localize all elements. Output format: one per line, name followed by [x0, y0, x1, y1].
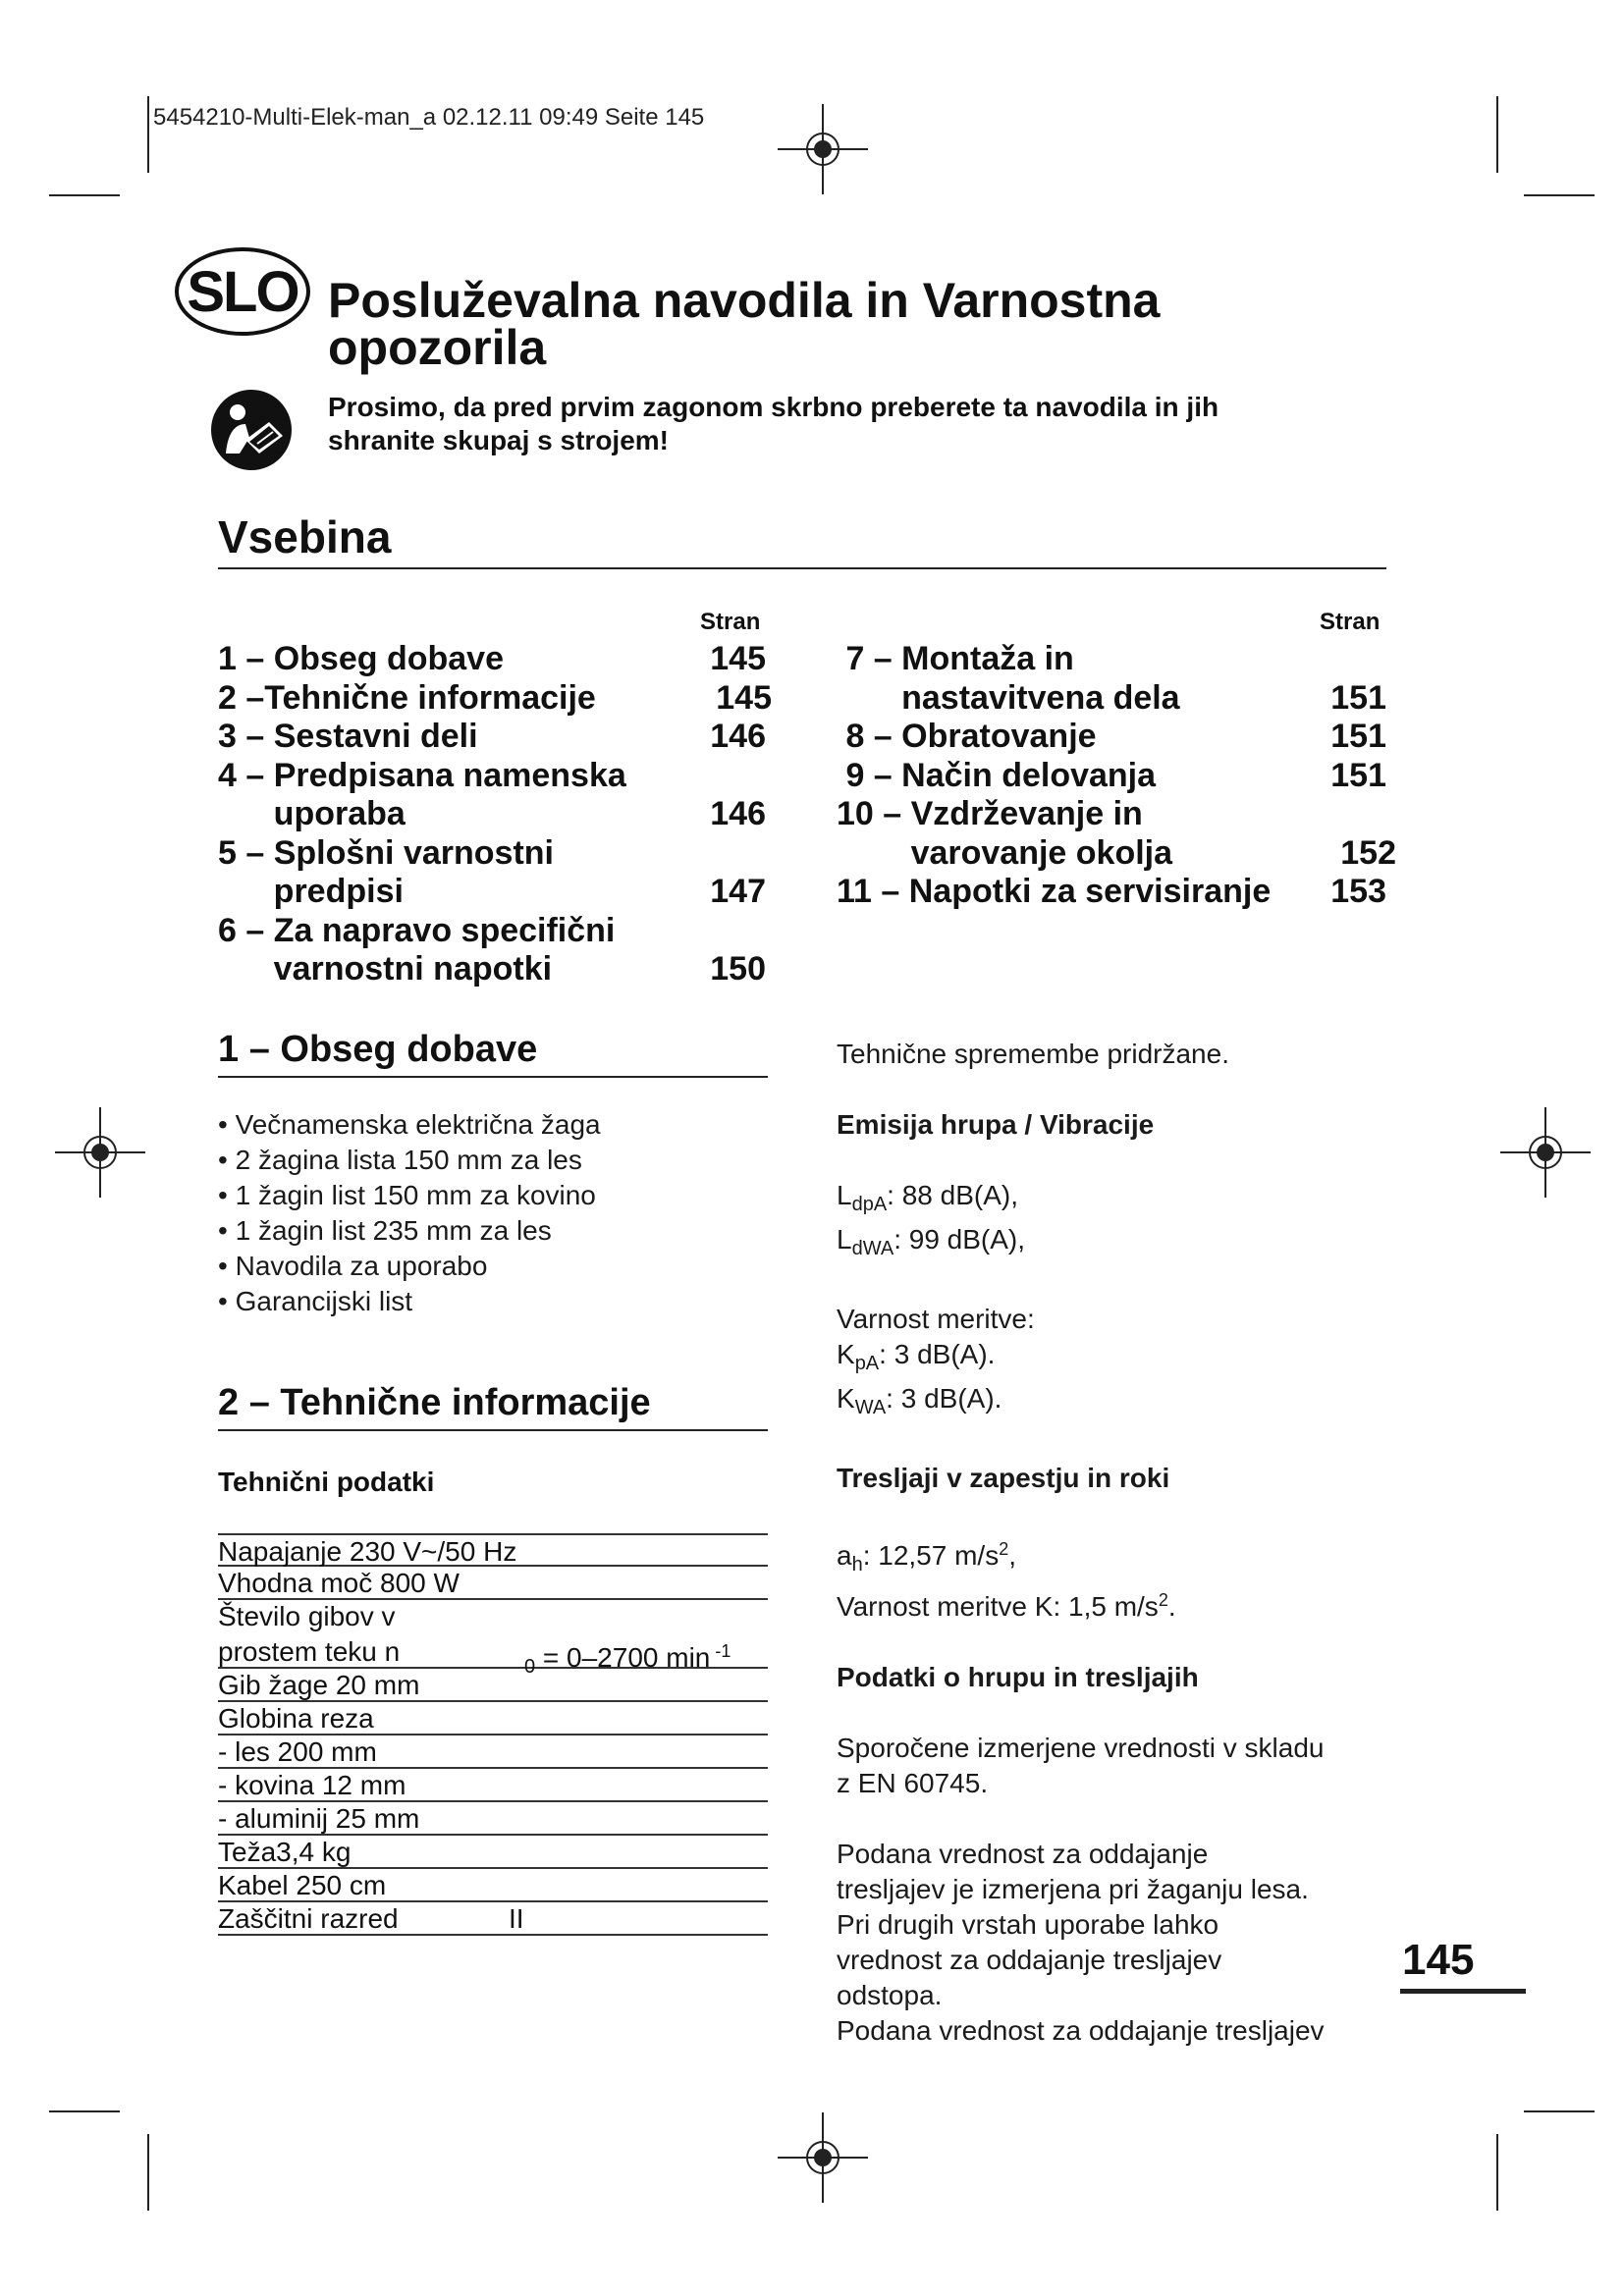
paragraph: odstopa. [837, 1980, 943, 2010]
note: Tehnične spremembe pridržane. [837, 1039, 1229, 1069]
divider [218, 1429, 768, 1431]
contents-heading: Vsebina [218, 511, 392, 562]
section-heading: 2 – Tehnične informacije [218, 1382, 651, 1423]
page-title: Posluževalna navodila in Varnostna opozorila [328, 273, 1161, 375]
divider [218, 1076, 768, 1078]
print-header: 5454210-Multi-Elek-man_a 02.12.11 09:49 Seite 145 [153, 104, 705, 131]
k-value: Varnost meritve K: 1,5 $m/s^2$. [837, 1590, 1176, 1622]
list-item: • Večnamenska električna žaga [218, 1107, 601, 1143]
paragraph: Podana vrednost za oddajanje tresljajev [837, 2015, 1325, 2046]
crop-mark [49, 194, 120, 196]
subheading: Emisija hrupa / Vibracije [837, 1109, 1155, 1140]
subheading: Podatki o hrupu in tresljajih [837, 1662, 1199, 1692]
paragraph: z EN 60745. [837, 1768, 989, 1798]
kwa-value: $K_{WA}$: 3 dB(A). [837, 1383, 1002, 1418]
toc-entry[interactable]: 5 – Splošni varnostni [218, 833, 554, 872]
right-column [837, 1037, 1386, 2049]
toc-entry[interactable]: nastavitvena dela 151 [837, 678, 1386, 717]
table-row: Gib žage 20 mm [218, 1669, 768, 1702]
crop-mark [1496, 2134, 1498, 2211]
registration-mark-icon [1500, 1107, 1591, 1198]
toc-entry[interactable]: 1 – Obseg dobave 145 [218, 640, 766, 677]
page-column-label: Stran [700, 609, 761, 635]
paragraph: vrednost za oddajanje tresljajev [837, 1945, 1222, 1975]
registration-mark-icon [778, 2112, 868, 2203]
toc-entry[interactable]: 9 – Način delovanja 151 [837, 756, 1386, 794]
list-item: • Navodila za uporabo [218, 1249, 601, 1284]
divider [218, 567, 1386, 569]
ah-value: $a_h$: 12,57 $m/s^2$, [837, 1539, 1017, 1575]
table-row: - les 200 mm [218, 1735, 768, 1769]
lwa-value: $L_{dWA}$: 99 dB(A), [837, 1224, 1026, 1259]
delivery-list [218, 1107, 601, 1319]
paragraph: Sporočene izmerjene vrednosti v skladu [837, 1733, 1325, 1763]
toc-entry[interactable]: 8 – Obratovanje 151 [837, 718, 1386, 755]
crop-mark [49, 2110, 120, 2112]
table-row: Kabel 250 cm [218, 1869, 768, 1902]
tech-data-table [218, 1533, 768, 1936]
accuracy-label: Varnost meritve: [837, 1304, 1035, 1334]
section-heading: 1 – Obseg dobave [218, 1029, 538, 1070]
table-row: Vhodna moč 800 W [218, 1567, 768, 1600]
page-number: 145 [1402, 1936, 1475, 1984]
table-row: prostem teku n $_0$ = 0–2700 min $^{-1}$ [218, 1635, 768, 1669]
kpa-value: $K_{pA}$: 3 dB(A). [837, 1339, 996, 1374]
crop-mark [1524, 2110, 1595, 2112]
table-row: Napajanje 230 V~/50 Hz [218, 1533, 768, 1567]
paragraph: tresljajev je izmerjena pri žaganju lesa. [837, 1874, 1309, 1904]
registration-mark-icon [778, 104, 868, 194]
list-item: • Garancijski list [218, 1284, 601, 1319]
list-item: • 1 žagin list 235 mm za les [218, 1213, 601, 1249]
read-manual-icon [210, 389, 293, 471]
toc-entry[interactable]: 4 – Predpisana namenska [218, 756, 626, 794]
toc-entry[interactable]: 3 – Sestavni deli 146 [218, 718, 766, 755]
page-number-underline [1400, 1989, 1526, 1994]
toc-entry[interactable]: varnostni napotki 150 [218, 950, 766, 988]
paragraph: Pri drugih vrstah uporabe lahko [837, 1909, 1219, 1940]
table-row: - aluminij 25 mm [218, 1802, 768, 1836]
subheading: Tehnični podatki [218, 1467, 435, 1497]
table-row: Število gibov v [218, 1601, 396, 1631]
intro-text: Prosimo, da pred prvim zagonom skrbno preberete ta navodila in jih shranite skupaj s strojem! [328, 392, 1219, 455]
toc-entry[interactable]: uporaba 146 [218, 795, 766, 832]
table-row: Globina reza [218, 1702, 768, 1735]
toc-entry[interactable]: 10 – Vzdrževanje in [837, 795, 1143, 832]
paragraph: Podana vrednost za oddajanje [837, 1839, 1209, 1869]
toc-entry[interactable]: predpisi 147 [218, 873, 766, 910]
table-row: - kovina 12 mm [218, 1769, 768, 1802]
page-column-label: Stran [1320, 609, 1380, 635]
table-row: Teža3,4 kg [218, 1836, 768, 1869]
crop-mark [1496, 96, 1498, 173]
toc-entry[interactable]: 7 – Montaža in [837, 640, 1074, 677]
table-row: Zaščitni razred II [218, 1902, 768, 1936]
toc-right [837, 640, 1398, 912]
toc-entry[interactable]: 2 –Tehnične informacije 145 [218, 678, 772, 717]
toc-left [218, 640, 778, 989]
language-badge: SLO [175, 247, 310, 336]
list-item: • 1 žagin list 150 mm za kovino [218, 1178, 601, 1213]
toc-entry[interactable]: 11 – Napotki za servisiranje 153 [837, 873, 1386, 910]
toc-entry[interactable]: 6 – Za napravo specifični [218, 911, 616, 949]
lpa-value: $L_{dpA}$: 88 dB(A), [837, 1180, 1019, 1215]
crop-mark [1524, 194, 1595, 196]
subheading: Tresljaji v zapestju in roki [837, 1463, 1170, 1493]
crop-mark [147, 2134, 149, 2211]
registration-mark-icon [55, 1107, 145, 1198]
crop-mark [147, 96, 149, 173]
toc-entry[interactable]: varovanje okolja 152 [837, 833, 1396, 872]
list-item: • 2 žagina lista 150 mm za les [218, 1143, 601, 1178]
